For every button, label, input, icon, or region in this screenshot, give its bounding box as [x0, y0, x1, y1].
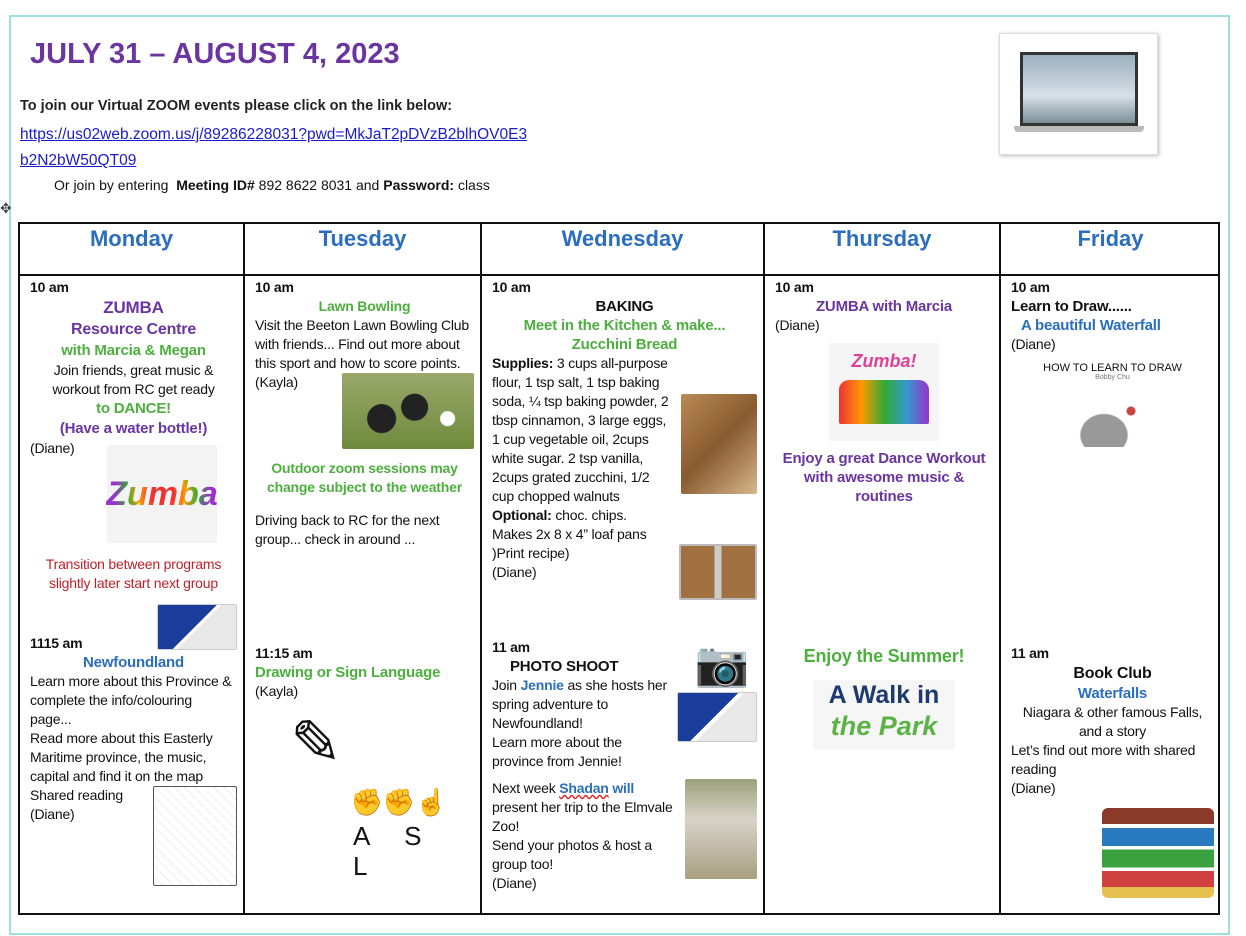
thursday-morning	[775, 278, 993, 644]
friday-morning	[1011, 278, 1214, 644]
zucchini-bread-image	[681, 394, 757, 494]
event-description: Learn more about this Province & complete the info/colouring page...	[30, 673, 232, 727]
monday-morning	[30, 278, 237, 604]
lawn-bowling-image	[342, 373, 474, 449]
event-title: BAKING	[595, 298, 654, 315]
column-thursday	[765, 224, 1001, 913]
friday-late-morning	[1011, 644, 1214, 898]
driving-note: Driving back to RC for the next group... check in around ...	[255, 512, 440, 547]
host: (Diane)	[30, 440, 75, 456]
text: Next week	[492, 780, 556, 796]
header-tuesday: Tuesday	[245, 224, 480, 276]
event-title: Lawn Bowling	[318, 298, 411, 314]
event-description: Niagara & other famous Falls, and a story	[1022, 704, 1203, 739]
meeting-id-label: Meeting ID#	[176, 177, 255, 193]
event-title: Newfoundland	[83, 654, 184, 671]
weekly-schedule-table	[18, 222, 1220, 915]
optional-label: Optional:	[492, 507, 552, 523]
event-description: Visit the Beeton Lawn Bowling Club with friends... Find out more about this sport and how to score points.	[255, 317, 469, 371]
page-title: JULY 31 – AUGUST 4, 2023	[30, 38, 400, 70]
text: as she hosts her spring adventure to Newfoundland!	[492, 677, 667, 731]
walk-text-2: the Park	[830, 711, 938, 741]
host: (Diane)	[30, 806, 75, 822]
draw-book-title: HOW TO LEARN TO DRAW	[1043, 362, 1182, 374]
column-friday	[1001, 224, 1220, 913]
host: (Kayla)	[255, 683, 298, 699]
event-description-2: Read more about this Easterly Maritime province, the music, capital and find it on the map	[30, 730, 213, 784]
loaf-pans-image	[679, 544, 757, 600]
text: will	[612, 780, 635, 796]
asl-hands-icon: ✊✊☝	[350, 787, 448, 817]
event-title: Book Club	[1073, 665, 1152, 682]
column-tuesday	[245, 224, 482, 913]
meeting-id: 892 8622 8031	[258, 177, 353, 193]
join-instructions: To join our Virtual ZOOM events please click on the link below:	[20, 98, 453, 114]
walk-in-the-park-image	[813, 680, 955, 750]
optional	[492, 506, 757, 525]
host: (Diane)	[492, 564, 537, 580]
host: (Diane)	[775, 317, 820, 333]
event-subtitle: Waterfalls	[1077, 685, 1148, 702]
text: present her trip to the Elmvale Zoo!	[492, 799, 673, 834]
header-thursday: Thursday	[765, 224, 999, 276]
host: (Diane)	[1011, 336, 1056, 352]
zumba-dancers-image	[829, 343, 939, 441]
send-photos-text: Send your photos & host a group too!	[492, 837, 652, 872]
column-monday	[20, 224, 245, 913]
camera-icon: 📷	[694, 640, 750, 689]
zumba-logo-image	[107, 445, 217, 543]
time: 10 am	[30, 279, 69, 295]
transition-note: Transition between programs slightly later start next group	[45, 556, 222, 591]
time: 1115 am	[30, 635, 83, 651]
host: (Kayla)	[255, 374, 298, 390]
time: 10 am	[1011, 279, 1050, 295]
event-note: (Have a water bottle!)	[59, 420, 208, 437]
event-title: Drawing or Sign Language	[255, 664, 441, 681]
and-text: and	[355, 177, 380, 193]
how-to-draw-image	[1038, 362, 1188, 474]
presenter-name: Shadan	[559, 780, 609, 796]
optional-items: choc. chips.	[555, 507, 627, 523]
password-label: Password:	[383, 177, 455, 193]
text: Join	[492, 677, 517, 693]
meeting-prefix: Or join by entering	[54, 177, 169, 193]
zumba-block	[30, 297, 237, 439]
zoom-link-line1[interactable]: https://us02web.zoom.us/j/89286228031?pwd=MkJaT2pDVzB2blhOV0E3	[20, 126, 528, 143]
host: (Diane)	[1011, 780, 1056, 796]
event-title: ZUMBA	[103, 298, 164, 317]
print-recipe[interactable]: )Print recipe)	[492, 545, 570, 561]
supplies-label: Supplies:	[492, 355, 554, 371]
password: class	[457, 177, 490, 193]
newfoundland-flag-image	[157, 604, 237, 650]
alpaca-image	[685, 779, 757, 879]
shared-reading: Shared reading	[30, 787, 123, 803]
time: 10 am	[492, 279, 531, 295]
presenter-name: Jennie	[520, 677, 564, 693]
event-highlight: to DANCE!	[96, 400, 171, 417]
books-stack-image	[1102, 808, 1214, 898]
event-hosts: with Marcia & Megan	[61, 342, 206, 359]
tuesday-morning	[255, 278, 474, 644]
recipe-title: Zucchini Bread	[571, 336, 678, 353]
event-description: Enjoy a great Dance Workout with awesome music & routines	[782, 450, 986, 505]
event-subtitle: A beautiful Waterfall	[1021, 317, 1161, 334]
event-title: ZUMBA with Marcia	[815, 298, 953, 315]
header-friday: Friday	[1001, 224, 1220, 276]
column-wednesday	[482, 224, 765, 913]
asl-letters: A S L	[353, 821, 436, 881]
event-description: Join friends, great music & workout from RC get ready	[52, 362, 215, 397]
pencil-drawing-icon: ✎	[290, 709, 342, 778]
supplies-list: 3 cups all-purpose flour, 1 tsp salt, 1 tsp baking soda, ¼ tsp baking powder, 2 tbsp cinnamon, 3 large eggs, 1 cup vegetable oil, 2cups white sugar. 2 tsp vanilla, 2cups grated zucchini, 1/2 cup chopped walnuts	[492, 355, 669, 504]
zoom-link[interactable]	[20, 122, 580, 174]
colouring-page-image	[153, 786, 237, 886]
event-title: Learn to Draw......	[1011, 298, 1132, 315]
host: (Diane)	[492, 875, 537, 891]
time: 11 am	[1011, 645, 1049, 661]
thursday-late-morning	[775, 644, 993, 750]
wednesday-morning	[492, 278, 757, 638]
zumba-logo-text: Zumba	[106, 474, 218, 513]
time: 10 am	[255, 279, 294, 295]
time: 11 am	[492, 639, 530, 655]
learn-more-text: Learn more about the province from Jennie!	[492, 734, 622, 769]
event-location: Resource Centre	[70, 321, 197, 338]
tuesday-late-morning	[255, 644, 474, 881]
monday-late-morning	[30, 604, 237, 886]
summer-message: Enjoy the Summer!	[803, 646, 965, 666]
event-subtitle: Meet in the Kitchen & make...	[523, 317, 726, 334]
meeting-info	[54, 177, 490, 193]
zumba-logo-text: Zumba!	[851, 351, 917, 371]
shared-reading-text: Let’s find out more with shared reading	[1011, 742, 1196, 777]
time: 11:15 am	[255, 645, 313, 661]
header-monday: Monday	[20, 224, 243, 276]
event-title: PHOTO SHOOT	[510, 658, 619, 675]
wednesday-late-morning	[492, 638, 757, 893]
table-move-handle-icon[interactable]: ✥	[0, 200, 12, 216]
newfoundland-flag-image	[677, 692, 757, 742]
zoom-link-line2[interactable]: b2N2bW50QT09	[20, 152, 137, 169]
walk-text-1: A Walk in	[828, 681, 940, 709]
loaf-pans: Makes 2x 8 x 4” loaf pans	[492, 526, 647, 542]
time: 10 am	[775, 279, 814, 295]
weather-note: Outdoor zoom sessions may change subject to the weather	[267, 460, 462, 495]
header-wednesday: Wednesday	[482, 224, 763, 276]
draw-book-author: Bobby Chu	[1095, 374, 1130, 381]
laptop-image	[999, 33, 1158, 155]
